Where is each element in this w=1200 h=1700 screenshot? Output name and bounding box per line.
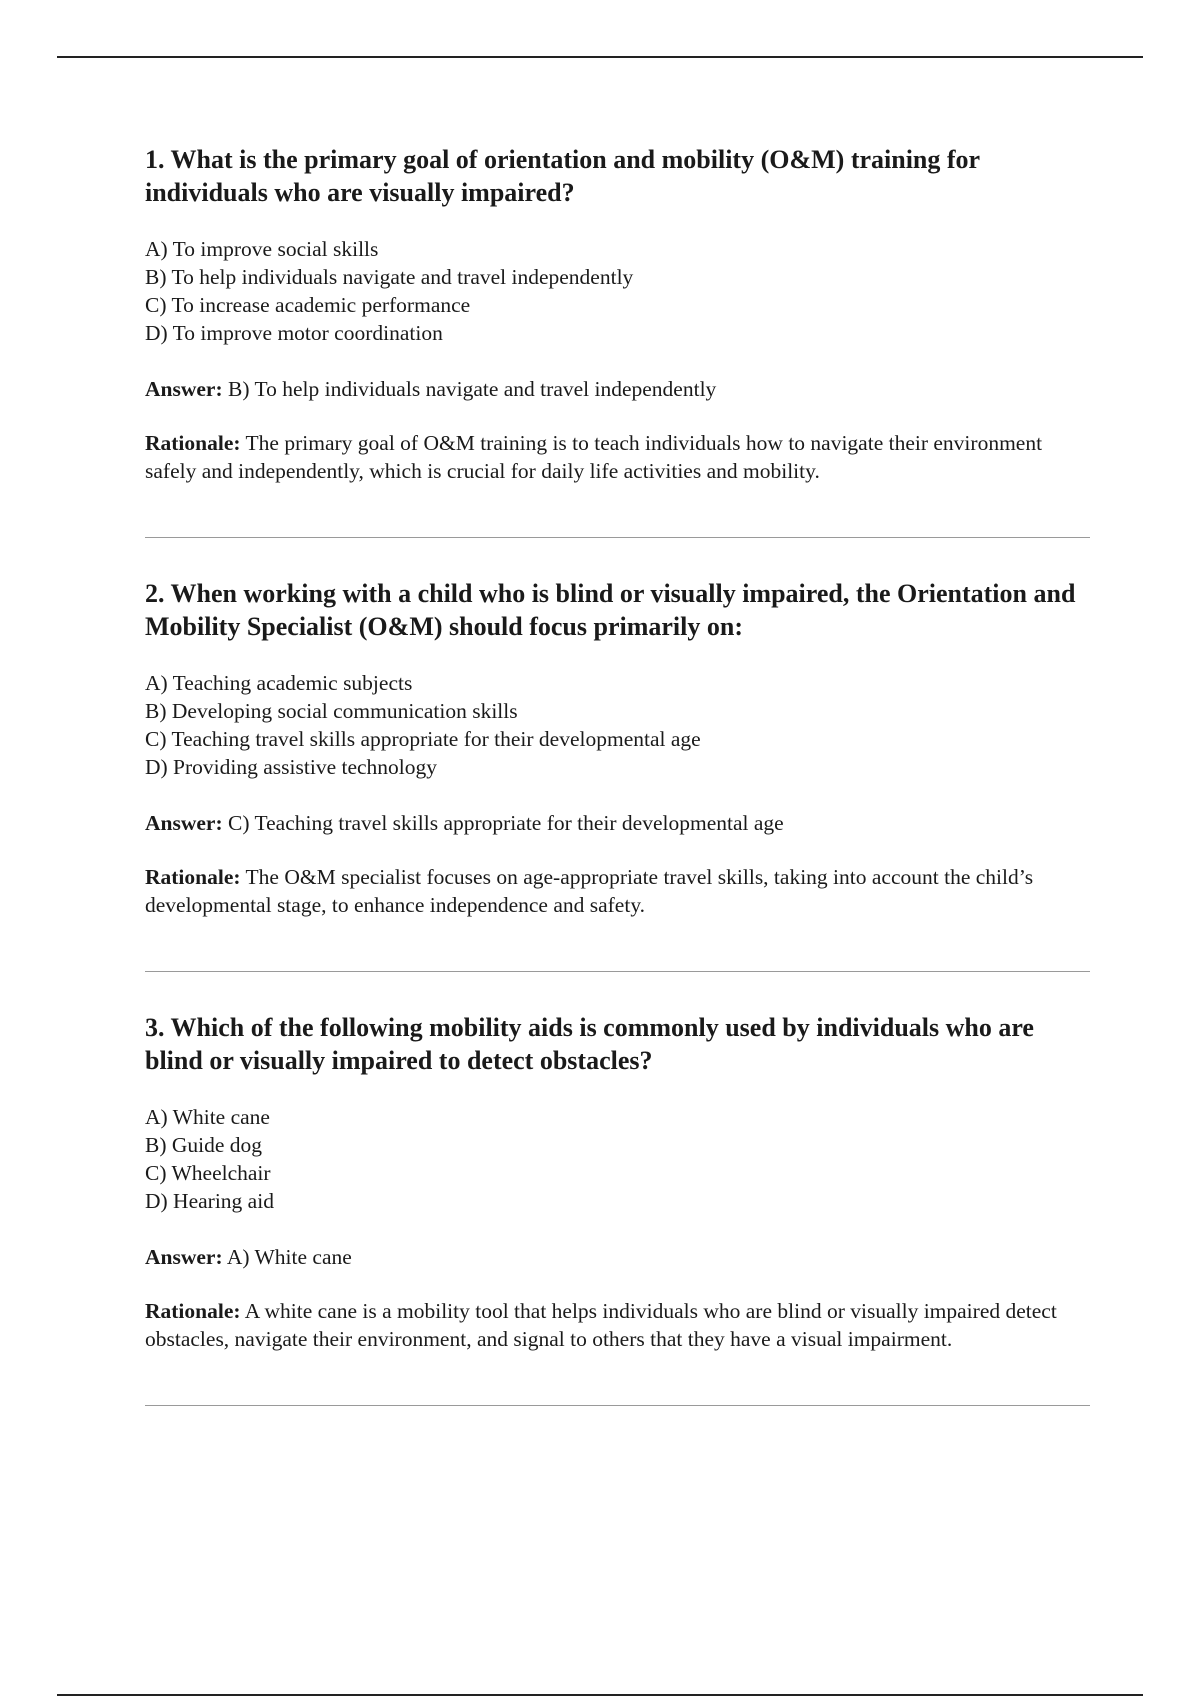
question-block-2 [145, 577, 1090, 919]
rationale-label: Rationale: [145, 865, 241, 889]
answer-label: Answer: [145, 1245, 223, 1269]
rationale-line-3 [145, 1297, 1090, 1353]
option-item: B) Developing social communication skills [145, 699, 518, 723]
option-item: A) Teaching academic subjects [145, 671, 413, 695]
option-item: D) Providing assistive technology [145, 755, 438, 779]
option-item: A) To improve social skills [145, 237, 379, 261]
question-block-1 [145, 143, 1090, 485]
answer-label: Answer: [145, 811, 223, 835]
answer-line-1 [145, 375, 1090, 403]
option-item: C) Teaching travel skills appropriate for their developmental age [145, 727, 701, 751]
rationale-line-1 [145, 429, 1090, 485]
rationale-line-2 [145, 863, 1090, 919]
question-divider-2 [145, 971, 1090, 972]
rationale-text: The primary goal of O&M training is to teach individuals how to navigate their environment safely and independently, which is crucial for daily life activities and mobility. [145, 431, 1043, 483]
rationale-text: The O&M specialist focuses on age-appropriate travel skills, taking into account the child’s developmental stage, to enhance independence and safety. [145, 865, 1034, 917]
question-title-1: 1. What is the primary goal of orientation and mobility (O&M) training for individuals who are visually impaired? [145, 145, 980, 207]
options-list-2 [145, 669, 1090, 781]
option-item: B) To help individuals navigate and travel independently [145, 265, 634, 289]
answer-label: Answer: [145, 377, 223, 401]
answer-text: B) To help individuals navigate and travel independently [228, 377, 717, 401]
option-item: D) To improve motor coordination [145, 321, 443, 345]
question-title-2: 2. When working with a child who is blind or visually impaired, the Orientation and Mobility Specialist (O&M) should focus primarily on: [145, 579, 1076, 641]
page-bottom-rule [57, 1694, 1143, 1696]
option-item: D) Hearing aid [145, 1189, 274, 1213]
question-divider-3 [145, 1405, 1090, 1406]
rationale-label: Rationale: [145, 431, 241, 455]
page-top-rule [57, 56, 1143, 58]
document-content [145, 143, 1090, 1406]
question-divider-1 [145, 537, 1090, 538]
answer-line-2 [145, 809, 1090, 837]
answer-text: A) White cane [226, 1245, 352, 1269]
option-item: A) White cane [145, 1105, 270, 1129]
options-list-3 [145, 1103, 1090, 1215]
rationale-text: A white cane is a mobility tool that helps individuals who are blind or visually impaired detect obstacles, navigate their environment, and signal to others that they have a visual impairment. [145, 1299, 1057, 1351]
rationale-label: Rationale: [145, 1299, 241, 1323]
options-list-1 [145, 235, 1090, 347]
question-title-3: 3. Which of the following mobility aids is commonly used by individuals who are blind or visually impaired to detect obstacles? [145, 1013, 1034, 1075]
option-item: C) Wheelchair [145, 1161, 271, 1185]
answer-text: C) Teaching travel skills appropriate for their developmental age [228, 811, 784, 835]
option-item: B) Guide dog [145, 1133, 263, 1157]
question-block-3 [145, 1011, 1090, 1353]
option-item: C) To increase academic performance [145, 293, 471, 317]
answer-line-3 [145, 1243, 1090, 1271]
